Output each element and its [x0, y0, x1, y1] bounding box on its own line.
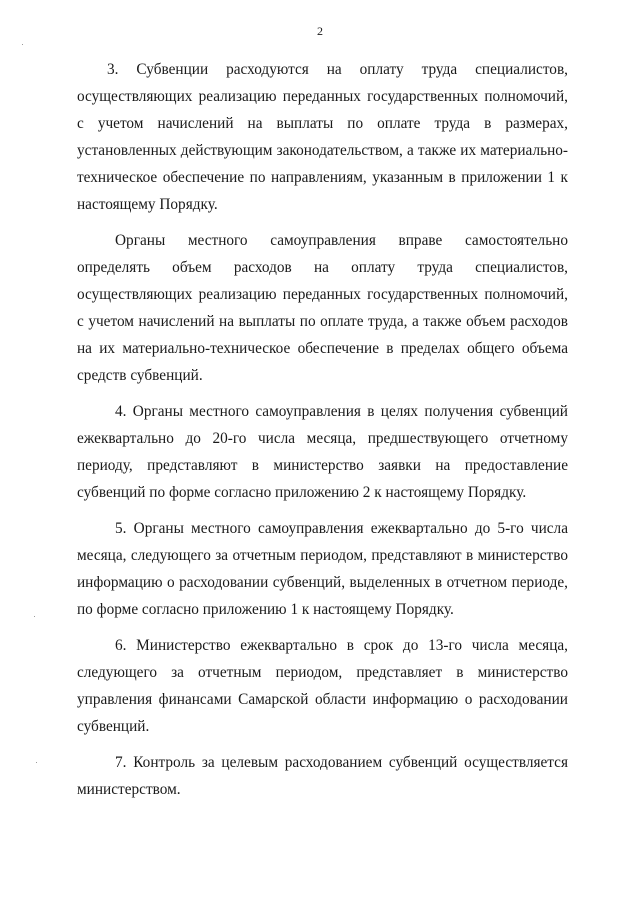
paragraph-7: 7. Контроль за целевым расходованием субвенций осуществляется министерством. [77, 754, 568, 798]
paragraph-3-continuation: Органы местного самоуправления вправе самостоятельно определять объем расходов на оплату труда специалистов, осуществляющих реализацию переданных государственных полномочий, с учетом начислений на выплаты по оплате труда, а также объем расходов на их материально-техническое обеспечение в пределах общего объема средств субвенций. [77, 232, 568, 384]
document-body [77, 56, 568, 812]
page-number: 2 [317, 24, 323, 38]
paragraph-5: 5. Органы местного самоуправления ежеквартально до 5-го числа месяца, следующего за отчетным периодом, представляют в министерство информацию о расходовании субвенций, выделенных в отчетном периоде, по форме согласно приложению 1 к настоящему Порядку. [77, 520, 568, 618]
scan-speck [34, 616, 35, 617]
paragraph-3: 3. Субвенции расходуются на оплату труда специалистов, осуществляющих реализацию переданных государственных полномочий, с учетом начислений на выплаты по оплате труда в размерах, установленных действующим законодательством, а также их материально-техническое обеспечение по направлениям, указанным в приложении 1 к настоящему Порядку. [77, 61, 568, 213]
paragraph-4: 4. Органы местного самоуправления в целях получения субвенций ежеквартально до 20-го числа месяца, предшествующего отчетному периоду, представляют в министерство заявки на предоставление субвенций по форме согласно приложению 2 к настоящему Порядку. [77, 403, 568, 501]
scan-speck [22, 44, 23, 45]
scan-speck [36, 762, 37, 763]
paragraph-6: 6. Министерство ежеквартально в срок до 13-го числа месяца, следующего за отчетным периодом, представляет в министерство управления финансами Самарской области информацию о расходовании субвенций. [77, 637, 568, 735]
